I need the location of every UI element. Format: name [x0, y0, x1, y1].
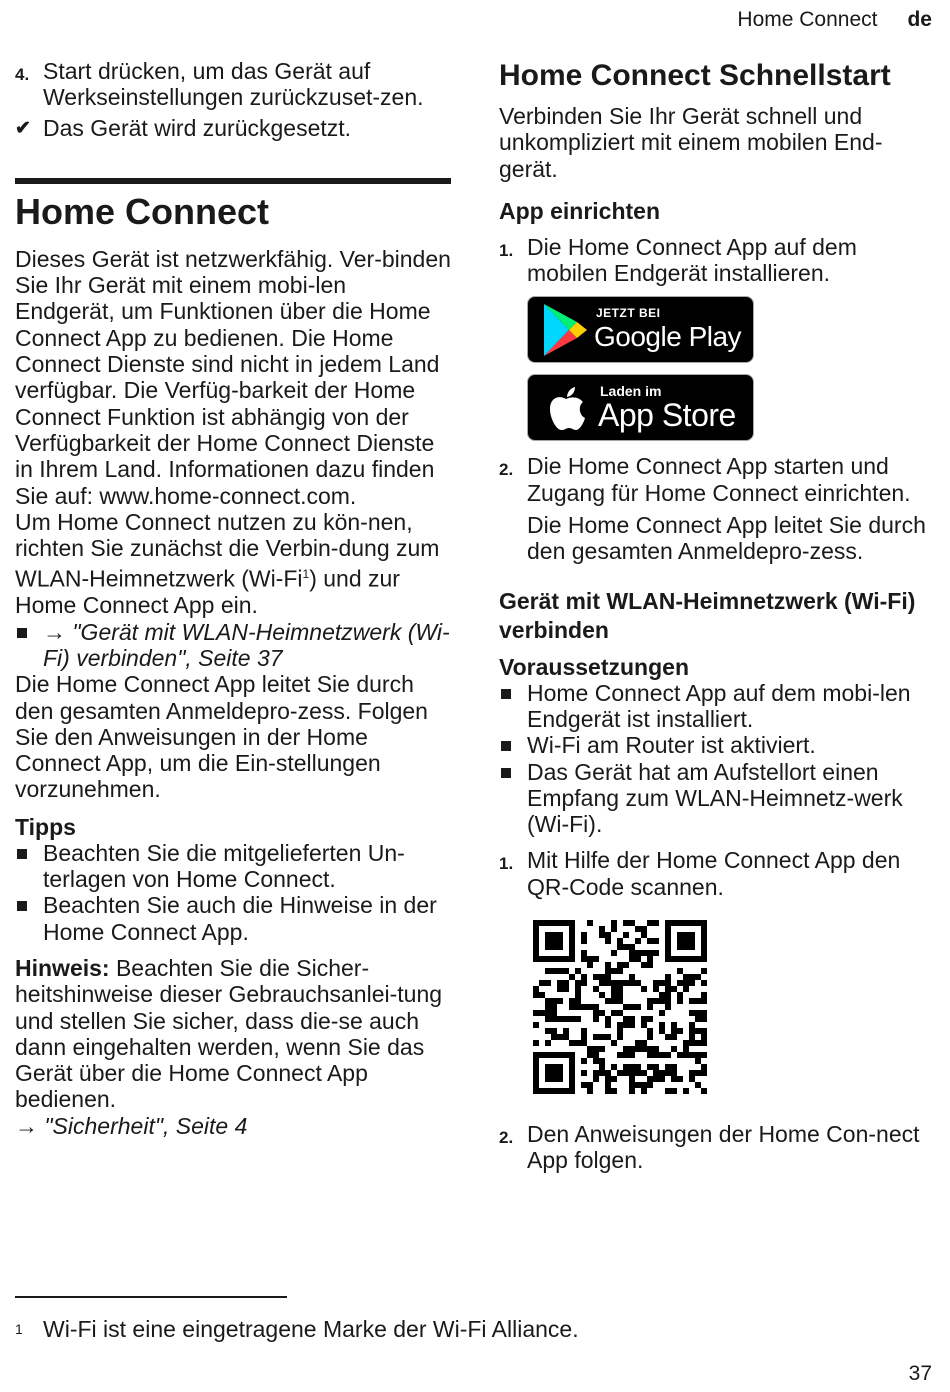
step-note: Die Home Connect App leitet Sie durch den gesamten Anmeldepro-zess.: [527, 512, 926, 565]
header-title: Home Connect: [737, 8, 878, 31]
step-number: 2.: [499, 460, 514, 480]
reference-link[interactable]: → "Gerät mit WLAN-Heimnetzwerk (Wi-Fi) verbinden", Seite 37: [43, 618, 450, 671]
left-column: [15, 58, 451, 1139]
setup-text-end: ) und zur Home Connect App ein.: [15, 566, 400, 619]
page-header: [737, 8, 932, 32]
footnote-text: Wi-Fi ist eine eingetragene Marke der Wi-Fi Alliance.: [43, 1316, 579, 1342]
step-number: 1.: [499, 240, 514, 260]
note-text: Beachten Sie die Sicher-heitshinweise dieser Gebrauchsanlei-tung und stellen Sie sicher, dass die-se auch dann eingehalten werden, wenn Sie das Gerät über die Home Connect App bedienen.: [15, 954, 443, 1113]
app-step-1: [499, 234, 935, 287]
setup-paragraph: [15, 509, 451, 619]
badge-small-text: Laden im: [600, 383, 662, 400]
google-play-badge[interactable]: [527, 296, 754, 363]
list-item: [15, 840, 451, 893]
step-number: 2.: [499, 1128, 514, 1148]
setup-text: Um Home Connect nutzen zu kön-nen, richten Sie zunächst die Verbin-dung zum WLAN-Heimnetzwerk (Wi-Fi: [15, 508, 440, 593]
requirement-text: Wi-Fi am Router ist aktiviert.: [527, 732, 816, 759]
header-language: de: [907, 8, 932, 31]
step-result: [15, 115, 451, 142]
google-play-icon: [540, 302, 590, 358]
badge-big-text: App Store: [598, 397, 736, 434]
bullet-square-icon: [499, 680, 527, 733]
badge-big-text: Google Play: [594, 321, 742, 353]
list-item: [499, 732, 935, 758]
step-text-rest: drücken, um das Gerät auf Werkseinstellungen zurückzuset-zen.: [43, 58, 424, 111]
footnote: [15, 1316, 579, 1342]
step-text: Den Anweisungen der Home Con-nect App folgen.: [527, 1121, 920, 1174]
cross-reference-wifi[interactable]: [15, 619, 451, 672]
footnote-divider: [15, 1296, 287, 1298]
right-column: [499, 58, 935, 1174]
tip-text: Beachten Sie auch die Hinweise in der Home Connect App.: [43, 892, 437, 945]
start-button-label: Start: [43, 58, 92, 84]
badge-small-text: JETZT BEI: [596, 306, 661, 321]
bullet-square-icon: [15, 840, 43, 893]
wifi-step-2: [499, 1121, 935, 1174]
tips-heading: Tipps: [15, 813, 76, 840]
list-item: [15, 892, 451, 945]
note-paragraph: [15, 955, 451, 1113]
section-divider: [15, 178, 451, 184]
wifi-heading: Gerät mit WLAN-Heimnetzwerk (Wi-Fi) verbinden: [499, 587, 916, 643]
qr-code-image: [533, 920, 707, 1094]
bullet-square-icon: [15, 619, 43, 672]
tip-text: Beachten Sie die mitgelieferten Un-terlagen von Home Connect.: [43, 839, 405, 893]
section-heading: Home Connect: [15, 190, 270, 232]
quickstart-intro: Verbinden Sie Ihr Gerät schnell und unkompliziert mit einem mobilen End-gerät.: [499, 103, 883, 182]
list-item: [499, 680, 935, 733]
app-step-2: [499, 453, 935, 506]
apple-icon: [546, 385, 586, 433]
quickstart-heading: Home Connect Schnellstart: [499, 59, 891, 92]
step-number: 4.: [15, 65, 30, 84]
store-badges: [527, 296, 935, 441]
requirement-text: Home Connect App auf dem mobi-len Endgerät ist installiert.: [527, 679, 911, 732]
bullet-square-icon: [15, 892, 43, 945]
step-text: Mit Hilfe der Home Connect App den QR-Code scannen.: [527, 847, 901, 900]
app-guide-paragraph: Die Home Connect App leitet Sie durch den gesamten Anmeldepro-zess. Folgen Sie den Anweisungen in der Home Connect App, um die Ein-stellungen vorzunehmen.: [15, 671, 428, 803]
page-number: 37: [908, 1362, 932, 1385]
intro-paragraph: Dieses Gerät ist netzwerkfähig. Ver-binden Sie Ihr Gerät mit einem mobi-len Endgerät, um Funktionen über die Home Connect App zu bedienen. Die Home Connect Dienste sind nicht in jedem Land verfügbar. Die Verfüg-barkeit der Home Connect Funktion ist abhängig von der Verfügbarkeit der Home Connect Dienste in Ihrem Land. Informationen dazu finden Sie auf: www.home-connect.com.: [15, 245, 451, 509]
bullet-square-icon: [499, 732, 527, 758]
result-text: Das Gerät wird zurückgesetzt.: [43, 114, 352, 141]
step-text: Die Home Connect App starten und Zugang für Home Connect einrichten.: [527, 453, 911, 506]
step-number: 1.: [499, 854, 514, 874]
requirement-text: Das Gerät hat am Aufstellort einen Empfang zum WLAN-Heimnetz-werk (Wi-Fi).: [527, 758, 903, 838]
footnote-mark: 1: [15, 1321, 23, 1337]
step-text: Die Home Connect App auf dem mobilen Endgerät installieren.: [527, 233, 857, 287]
check-icon: ✔: [15, 117, 31, 139]
requirements-heading: Voraussetzungen: [499, 653, 689, 680]
list-item: [499, 759, 935, 838]
note-label: Hinweis:: [15, 954, 110, 981]
footnote-ref: 1: [302, 567, 310, 582]
step-4: [15, 58, 451, 111]
app-setup-heading: App einrichten: [499, 197, 661, 224]
bullet-square-icon: [499, 759, 527, 838]
qr-code: [533, 920, 935, 1099]
cross-reference-safety[interactable]: → "Sicherheit", Seite 4: [15, 1112, 248, 1139]
app-store-badge[interactable]: [527, 374, 754, 441]
step-text: [43, 58, 451, 111]
wifi-step-1: [499, 847, 935, 900]
